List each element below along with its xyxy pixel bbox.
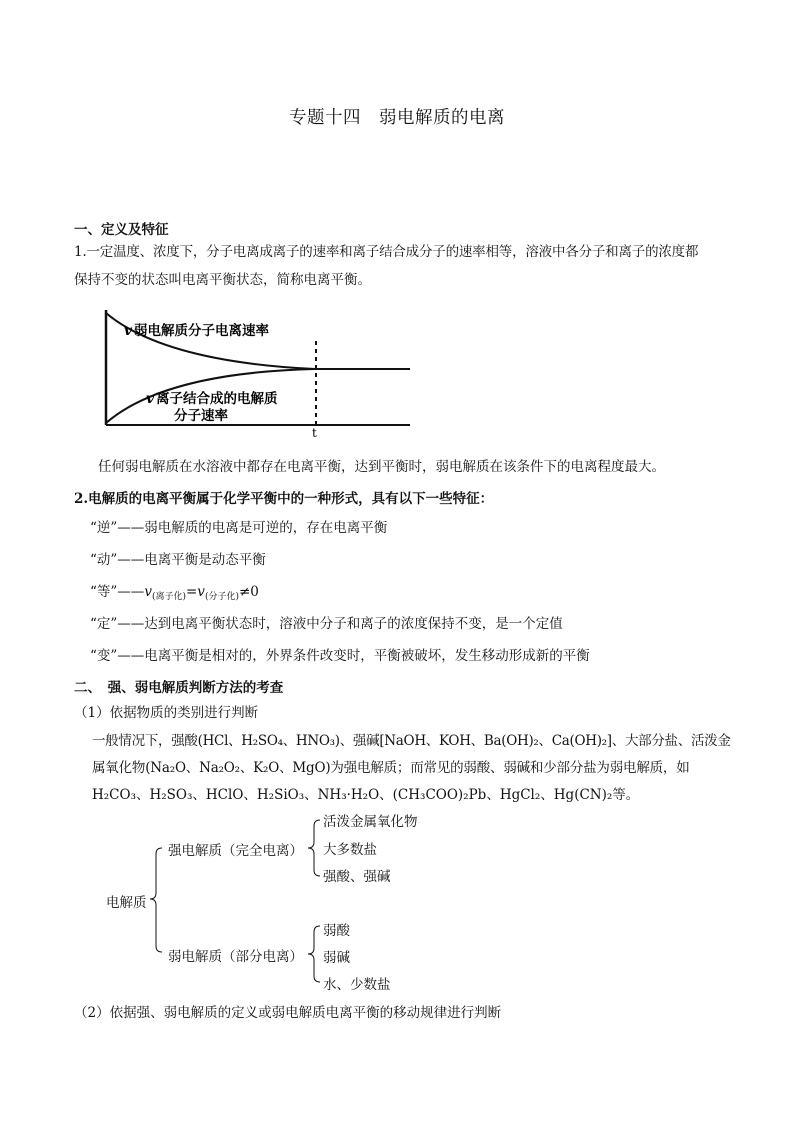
tree-root: 电解质 <box>106 895 147 911</box>
feature-deng-sub2: (分子化) <box>204 592 239 602</box>
feature-deng-v1: v <box>144 584 152 600</box>
feature-ni: “逆”——弱电解质的电离是可逆的，存在电离平衡 <box>90 520 388 536</box>
feature-deng-v2: v <box>197 584 205 600</box>
curve2-label-line2: 分子速率 <box>174 408 228 424</box>
feature-deng-sub1: (离子化) <box>151 592 186 602</box>
tree-strong-item: 强酸、强碱 <box>323 869 391 885</box>
tree-weak-item: 弱碱 <box>323 950 350 966</box>
equilibrium-rate-graph <box>90 305 420 440</box>
feature-bian: “变”——电离平衡是相对的，外界条件改变时，平衡被破坏，发生移动形成新的平衡 <box>90 648 590 664</box>
ionization-rate-curve <box>106 313 410 369</box>
tree-weak: 弱电解质（部分电离） <box>168 949 303 965</box>
page-title: 专题十四 弱电解质的电离 <box>289 108 505 128</box>
section2-p-line1: 一般情况下，强酸(HCl、H₂SO₄、HNO₃)、强碱[NaOH、KOH、Ba(OH)₂、Ca(OH)₂]、大部分盐、活泼金 <box>92 733 731 749</box>
section2-p-line3: H₂CO₃、H₂SO₃、HClO、H₂SiO₃、NH₃·H₂O、(CH₃COO)₂Pb、HgCl₂、Hg(CN)₂等。 <box>92 787 640 803</box>
feature-deng-prefix: “等”—— <box>90 584 145 600</box>
feature-ding: “定”——达到电离平衡状态时，溶液中分子和离子的浓度保持不变，是一个定值 <box>90 616 563 632</box>
section1-p2: 2.电解质的电离平衡属于化学平衡中的一种形式，具有以下一些特征： <box>74 491 494 507</box>
section2-sub2: （2）依据强、弱电解质的定义或弱电解质电离平衡的移动规律进行判断 <box>74 1005 502 1021</box>
strong-brace <box>308 820 320 876</box>
feature-deng-eq: = <box>185 584 198 600</box>
section2-sub1: （1）依据物质的类别进行判断 <box>74 705 259 721</box>
curve1-v-symbol: v <box>124 323 133 339</box>
section1-heading: 一、定义及特征 <box>74 222 169 238</box>
section1-p1-line2: 保持不变的状态叫电离平衡状态，简称电离平衡。 <box>74 272 371 288</box>
feature-deng <box>90 580 259 602</box>
tree-strong: 强电解质（完全电离） <box>168 843 303 859</box>
section2-heading: 二、 强、弱电解质判断方法的考查 <box>74 680 284 696</box>
section1-equilibrium-note: 任何弱电解质在水溶液中都存在电离平衡，达到平衡时，弱电解质在该条件下的电离程度最大。 <box>98 459 665 475</box>
tree-weak-item: 弱酸 <box>323 923 350 939</box>
curve2-v-symbol: v <box>146 391 155 407</box>
feature-dong: “动”——电离平衡是动态平衡 <box>90 552 266 568</box>
tree-strong-item: 大多数盐 <box>323 842 377 858</box>
section1-p1-line1: 1.一定温度、浓度下，分子电离成离子的速率和离子结合成分子的速率相等，溶液中各分子和离子的浓度都 <box>74 244 699 260</box>
electrolyte-classification-tree <box>100 808 440 993</box>
section2-p-line2: 属氧化物(Na₂O、Na₂O₂、K₂O、MgO)为强电解质；而常见的弱酸、弱碱和少部分盐为弱电解质，如 <box>92 760 690 776</box>
tree-weak-item: 水、少数盐 <box>323 977 391 993</box>
graph-t-label: t <box>312 426 317 440</box>
curve2-label-line1: 离子结合成的电解质 <box>156 391 278 407</box>
outer-brace <box>150 848 162 952</box>
curve1-label: 弱电解质分子电离速率 <box>134 323 269 339</box>
feature-deng-ne: ≠0 <box>238 584 259 600</box>
weak-brace <box>308 926 320 982</box>
tree-strong-item: 活泼金属氧化物 <box>323 814 418 830</box>
